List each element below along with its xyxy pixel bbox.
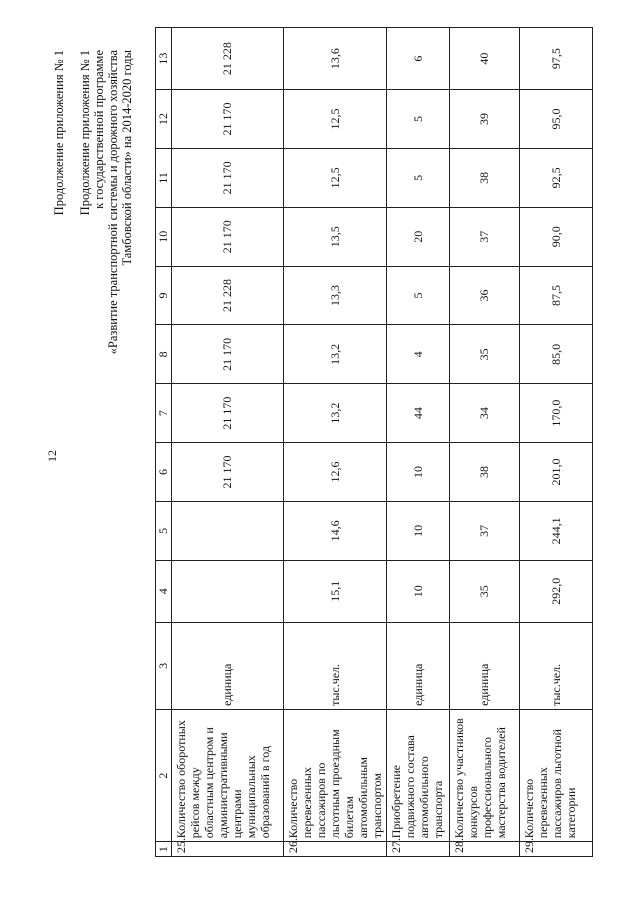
value-cell [172,560,284,622]
unit: единица [387,622,450,709]
value-cell: 39 [450,90,520,149]
column-number: 3 [156,622,172,709]
value-cell: 13,2 [284,384,387,443]
column-number: 1 [156,842,172,857]
value-cell: 35 [450,325,520,384]
indicator-name: Количество участников конкурсов профессионального мастерства водителей [450,709,520,841]
unit: тыс.чел. [520,622,593,709]
indicator-name: Приобретение подвижного состава автомобильного транспорта [387,709,450,841]
row-number: 26. [284,842,387,857]
indicators-table [155,27,593,857]
value-cell [172,501,284,560]
row-number: 25. [172,842,284,857]
column-number: 8 [156,325,172,384]
value-cell: 170,0 [520,384,593,443]
value-cell: 21 170 [172,443,284,502]
value-cell: 10 [387,443,450,502]
column-number: 12 [156,90,172,149]
value-cell: 37 [450,207,520,266]
value-cell: 12,5 [284,148,387,207]
indicator-name: Количество перевезенных пассажиров льготной категории [520,709,593,841]
value-cell: 21 170 [172,325,284,384]
page-number: 12 [45,450,59,462]
appendix-reference-line: Продолжение приложения № 1 [78,50,92,216]
value-cell: 21 170 [172,207,284,266]
value-cell: 13,3 [284,266,387,325]
value-cell: 37 [450,501,520,560]
value-cell: 14,6 [284,501,387,560]
appendix-reference-line: «Развитие транспортной системы и дорожного хозяйства [106,50,120,355]
column-number: 7 [156,384,172,443]
value-cell: 4 [387,325,450,384]
unit: единица [172,622,284,709]
value-cell: 21 170 [172,384,284,443]
table-row [284,28,387,857]
appendix-reference [78,50,134,354]
value-cell: 40 [450,28,520,90]
column-number: 2 [156,709,172,841]
value-cell: 13,2 [284,325,387,384]
value-cell: 95,0 [520,90,593,149]
value-cell: 201,0 [520,443,593,502]
unit: тыс.чел. [284,622,387,709]
value-cell: 6 [387,28,450,90]
column-number: 6 [156,443,172,502]
table-row [450,28,520,857]
value-cell: 21 228 [172,28,284,90]
value-cell: 5 [387,266,450,325]
value-cell: 35 [450,560,520,622]
value-cell: 21 170 [172,148,284,207]
value-cell: 34 [450,384,520,443]
column-number-row [156,28,172,857]
column-number: 11 [156,148,172,207]
column-number: 9 [156,266,172,325]
appendix-reference-line: к государственной программе [92,50,106,209]
value-cell: 13,6 [284,28,387,90]
unit: единица [450,622,520,709]
value-cell: 5 [387,90,450,149]
indicator-name: Количество перевезенных пассажиров по льготным проездным билетам автомобильным транспортом [284,709,387,841]
value-cell: 92,5 [520,148,593,207]
value-cell: 10 [387,560,450,622]
column-number: 10 [156,207,172,266]
table-row [387,28,450,857]
table-row [520,28,593,857]
value-cell: 10 [387,501,450,560]
appendix-reference-line: Тамбовской области» на 2014-2020 годы [120,50,134,266]
value-cell: 21 170 [172,90,284,149]
value-cell: 90,0 [520,207,593,266]
row-number: 28. [450,842,520,857]
value-cell: 20 [387,207,450,266]
value-cell: 244,1 [520,501,593,560]
value-cell: 44 [387,384,450,443]
value-cell: 87,5 [520,266,593,325]
value-cell: 85,0 [520,325,593,384]
value-cell: 38 [450,148,520,207]
indicator-name: Количество оборотных рейсов между областным центром и административными центрами муниципальных образований в год [172,709,284,841]
row-number: 27. [387,842,450,857]
value-cell: 15,1 [284,560,387,622]
value-cell: 36 [450,266,520,325]
value-cell: 292,0 [520,560,593,622]
value-cell: 12,6 [284,443,387,502]
continuation-title: Продолжение приложения № 1 [52,50,66,216]
value-cell: 13,5 [284,207,387,266]
value-cell: 5 [387,148,450,207]
value-cell: 97,5 [520,28,593,90]
value-cell: 12,5 [284,90,387,149]
column-number: 5 [156,501,172,560]
row-number: 29. [520,842,593,857]
column-number: 4 [156,560,172,622]
column-number: 13 [156,28,172,90]
value-cell: 38 [450,443,520,502]
value-cell: 21 228 [172,266,284,325]
table-row [172,28,284,857]
